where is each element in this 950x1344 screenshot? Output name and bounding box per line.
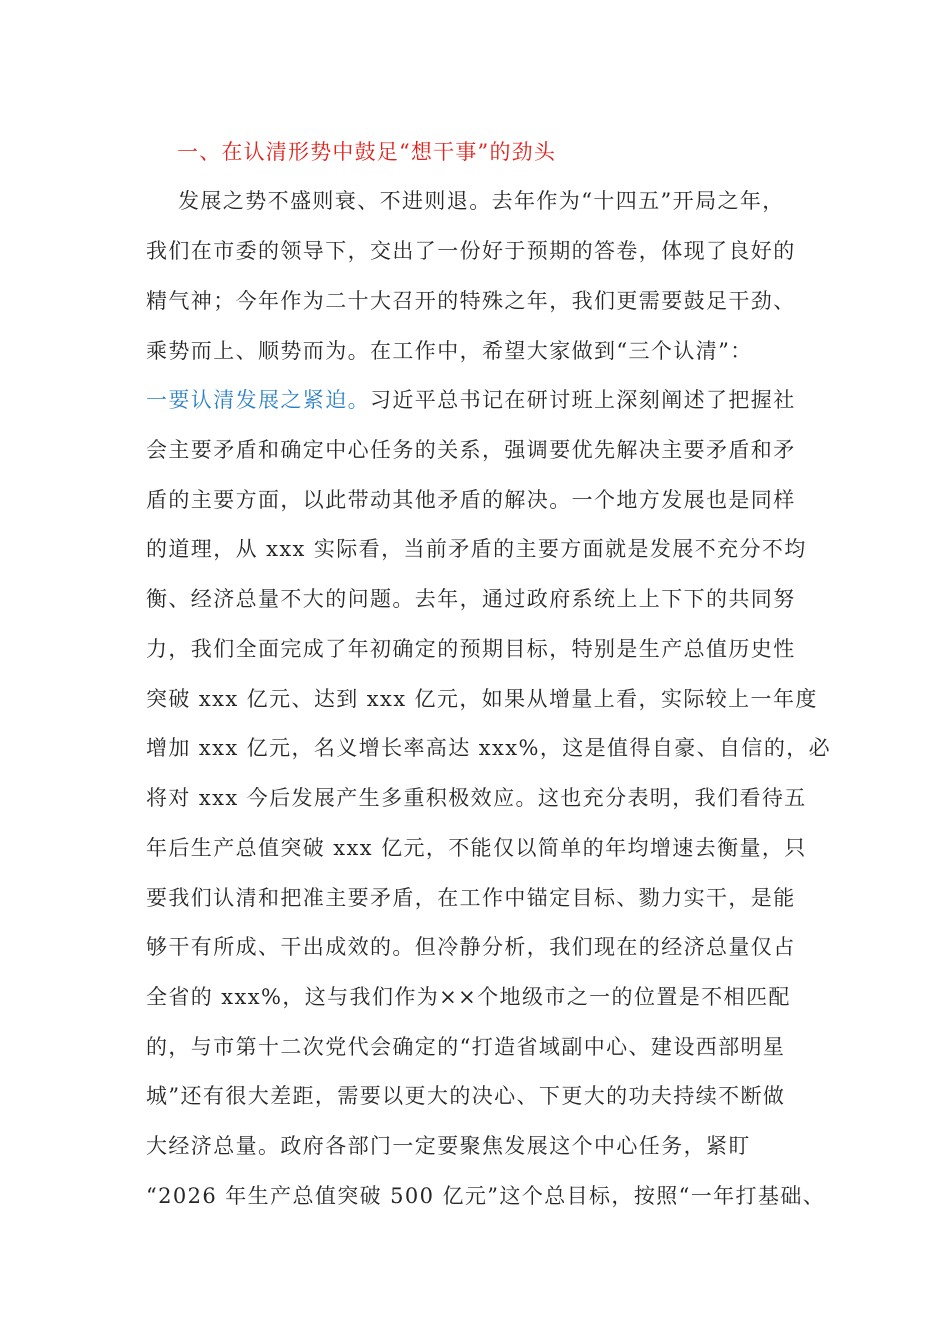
paragraph-line: 会主要矛盾和确定中心任务的关系，强调要优先解决主要矛盾和矛: [146, 438, 796, 462]
paragraph-line: 全省的 xxx%，这与我们作为××个地级市之一的位置是不相匹配: [146, 985, 791, 1009]
paragraph-line: 衡、经济总量不大的问题。去年，通过政府系统上上下下的共同努: [146, 587, 796, 611]
paragraph-line: 突破 xxx 亿元、达到 xxx 亿元，如果从增量上看，实际较上一年度: [146, 687, 818, 711]
paragraph-line: 要我们认清和把准主要矛盾，在工作中锚定目标、勠力实干，是能: [146, 886, 796, 910]
paragraph-line: 我们在市委的领导下，交出了一份好于预期的答卷，体现了良好的: [146, 239, 796, 263]
paragraph-text: 习近平总书记在研讨班上深刻阐述了把握社: [370, 388, 796, 412]
paragraph-line: 盾的主要方面，以此带动其他矛盾的解决。一个地方发展也是同样: [146, 488, 796, 512]
paragraph-line: 够干有所成、干出成效的。但冷静分析，我们现在的经济总量仅占: [146, 935, 796, 959]
paragraph-line: 的道理，从 xxx 实际看，当前矛盾的主要方面就是发展不充分不均: [146, 537, 807, 561]
paragraph-line: 精气神；今年作为二十大召开的特殊之年，我们更需要鼓足干劲、: [146, 289, 796, 313]
paragraph-line: 大经济总量。政府各部门一定要聚焦发展这个中心任务，紧盯: [146, 1134, 751, 1158]
paragraph-line: 乘势而上、顺势而为。在工作中，希望大家做到“三个认清”：: [146, 339, 753, 363]
section-heading: 一、在认清形势中鼓足“想干事”的劲头: [177, 140, 557, 164]
paragraph-line: 力，我们全面完成了年初确定的预期目标，特别是生产总值历史性: [146, 637, 796, 661]
paragraph-line: 城”还有很大差距，需要以更大的决心、下更大的功夫持续不断做: [146, 1084, 786, 1108]
paragraph-line: 增加 xxx 亿元，名义增长率高达 xxx%，这是值得自豪、自信的，必: [146, 736, 832, 760]
paragraph-line: [146, 385, 796, 415]
paragraph-line: 发展之势不盛则衰、不进则退。去年作为“十四五”开局之年，: [178, 189, 785, 213]
paragraph-line: “2026 年生产总值突破 500 亿元”这个总目标，按照“一年打基础、: [146, 1184, 826, 1208]
paragraph-line: 的，与市第十二次党代会确定的“打造省域副中心、建设西部明星: [146, 1035, 786, 1059]
highlighted-lead-phrase: 一要认清发展之紧迫。: [146, 388, 370, 412]
paragraph-line: 年后生产总值突破 xxx 亿元，不能仅以简单的年均增速去衡量，只: [146, 836, 807, 860]
paragraph-line: 将对 xxx 今后发展产生多重积极效应。这也充分表明，我们看待五: [146, 786, 807, 810]
